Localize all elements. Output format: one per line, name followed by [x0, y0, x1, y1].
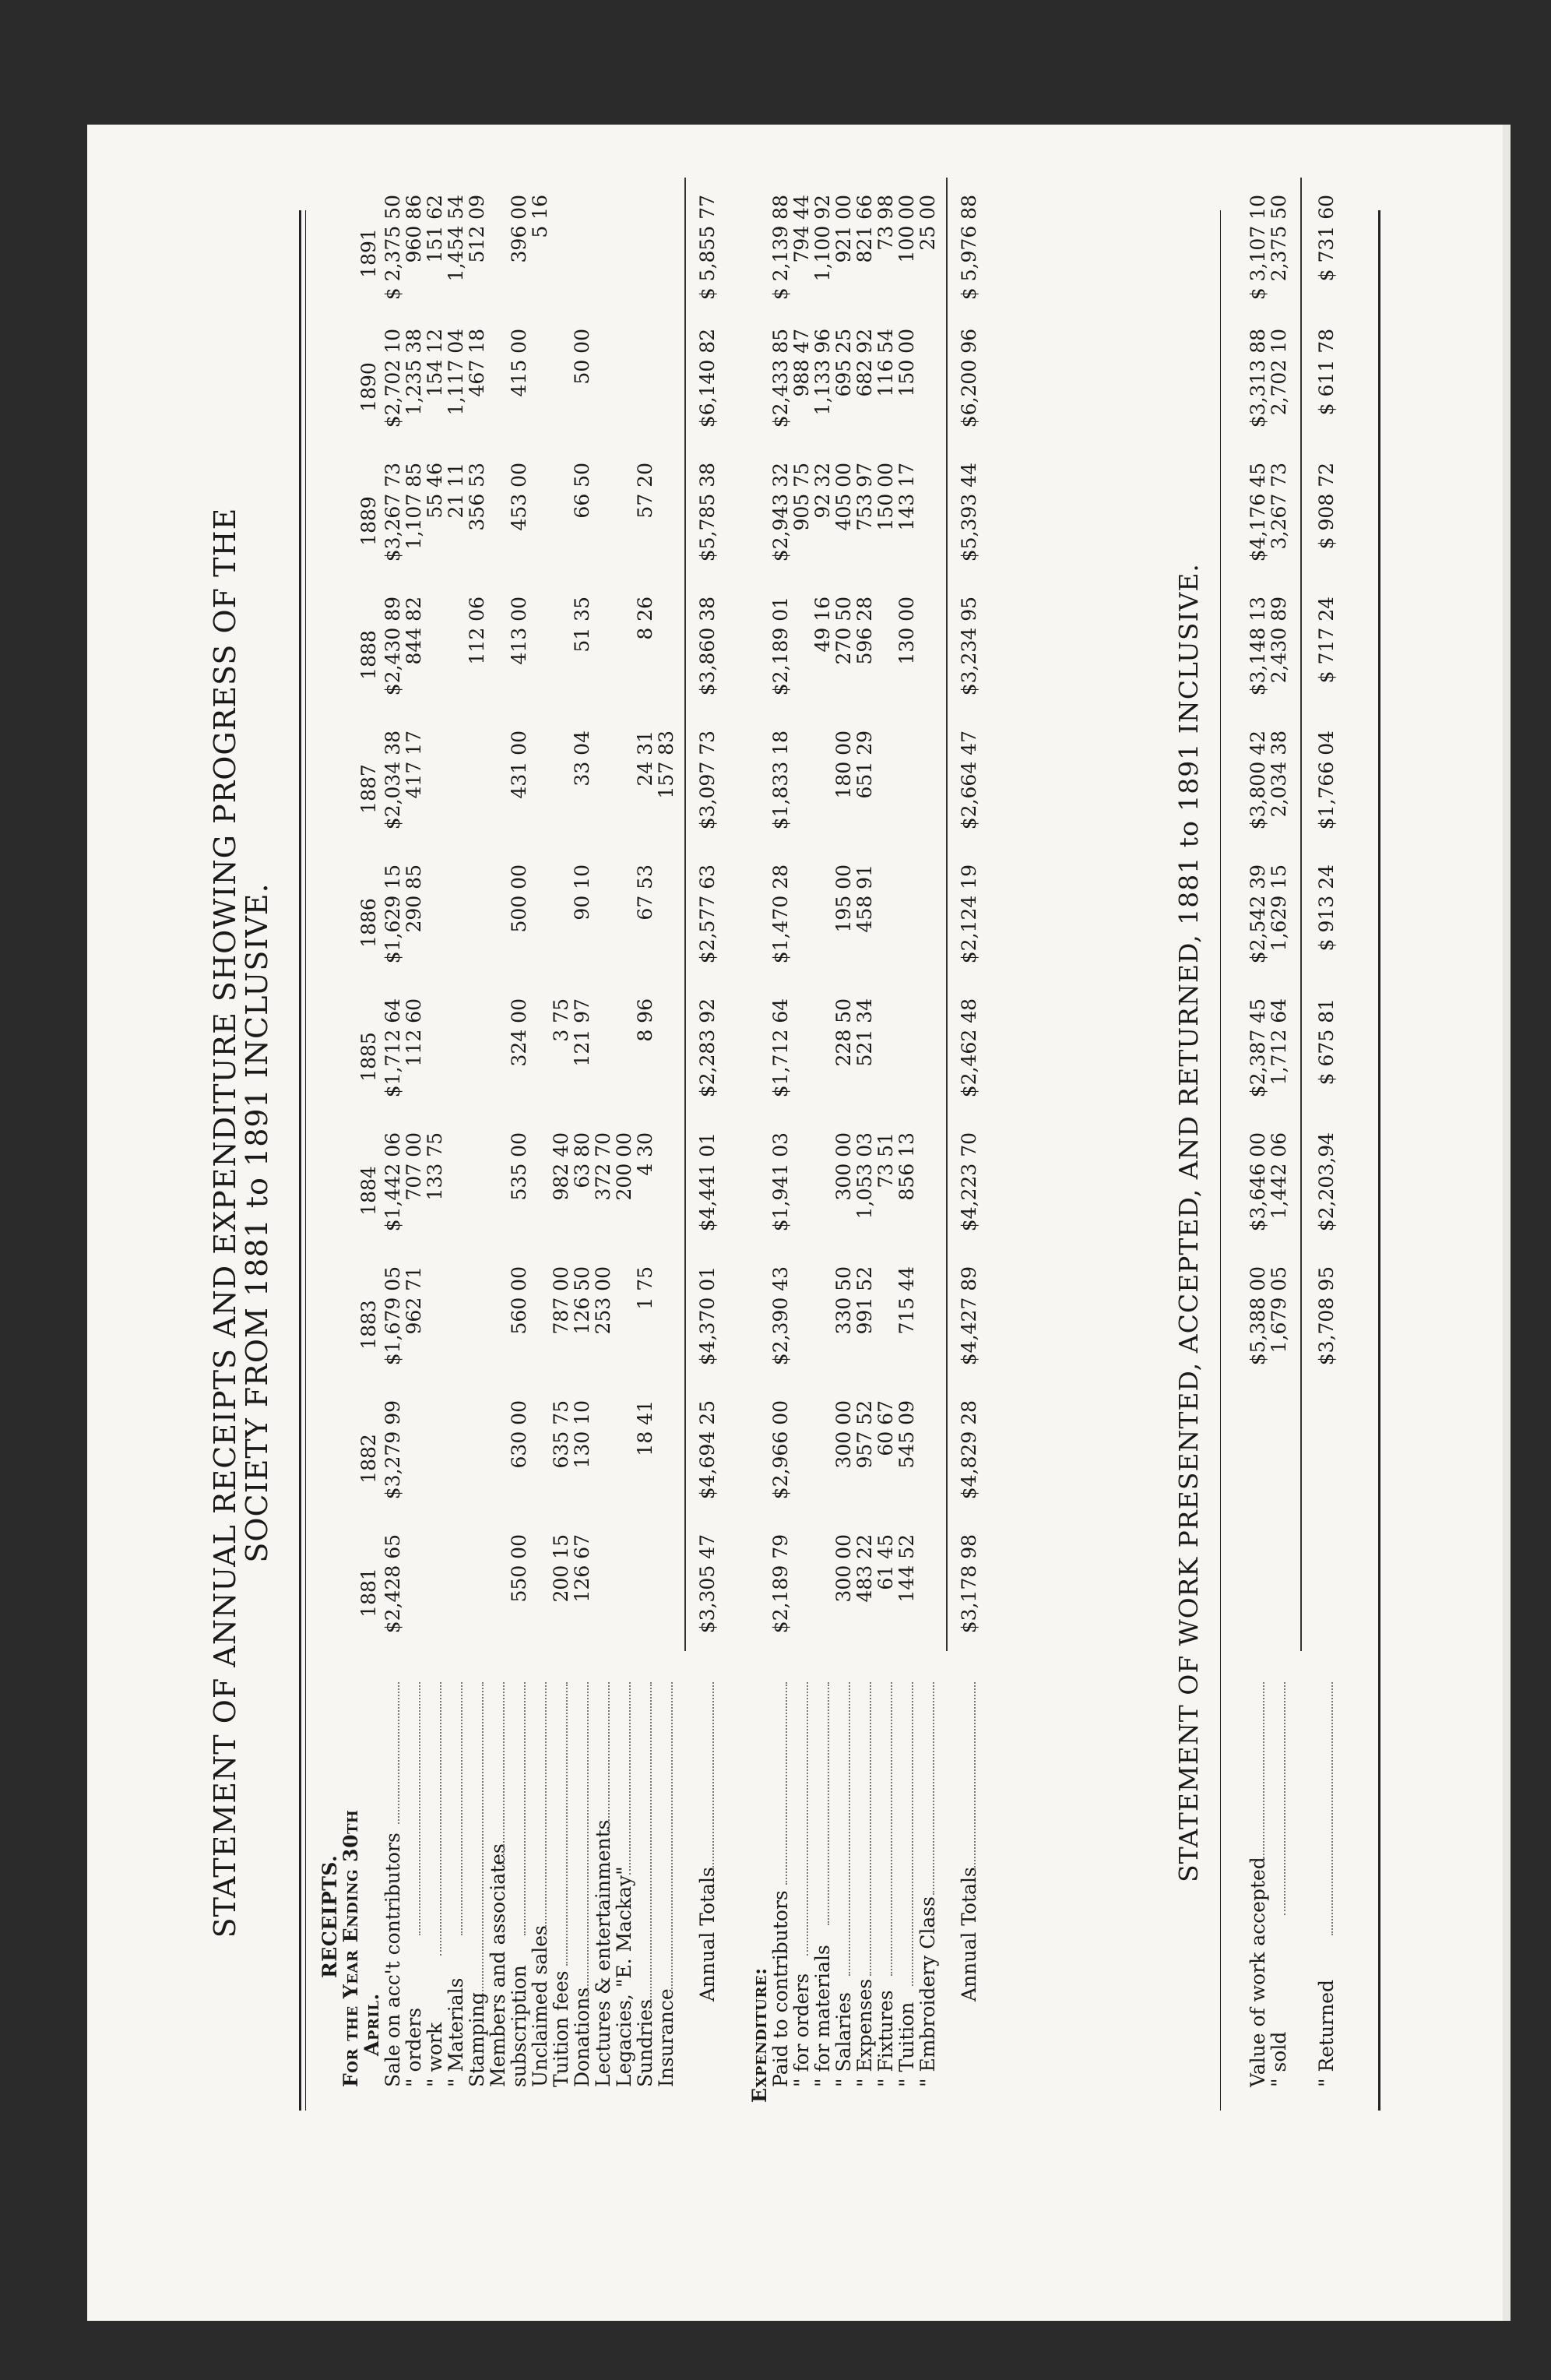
receipts-heading: RECEIPTS.	[318, 1854, 341, 1978]
cell-value: $4,223 70	[958, 1132, 980, 1232]
cell-value: $ 2,375 50	[382, 195, 404, 301]
row-leader	[891, 1682, 892, 1976]
top-rule	[299, 210, 301, 2111]
cell-value: 453 00	[508, 463, 530, 531]
cell-value: $4,441 01	[696, 1132, 719, 1232]
cell-value: 228 50	[832, 998, 855, 1067]
cell-value: 962 71	[403, 1266, 425, 1335]
row-leader	[1284, 1682, 1285, 1915]
cell-value: $3,178 98	[958, 1534, 980, 1634]
row-label: Sale on acc't contributors	[382, 1833, 404, 2087]
cell-value: 63 80	[571, 1132, 593, 1188]
cell-value: 57 20	[634, 463, 656, 519]
cell-value: 844 82	[403, 597, 425, 665]
cell-value: 957 52	[853, 1400, 876, 1469]
cell-value: 431 00	[508, 731, 530, 799]
cell-value: 143 17	[895, 463, 918, 531]
row-leader	[786, 1682, 787, 1885]
row-leader	[482, 1682, 484, 2006]
cell-value: 300 00	[832, 1132, 855, 1201]
cell-value: 126 67	[571, 1534, 593, 1603]
cell-value: 413 00	[508, 597, 530, 665]
year-header: 1883	[357, 1300, 380, 1350]
totals-label: Annual Totals	[958, 1867, 980, 2002]
cell-value: 500 00	[508, 864, 530, 933]
row-leader	[461, 1682, 462, 1935]
cell-value: 535 00	[508, 1132, 530, 1201]
top-rule-inner	[305, 210, 306, 2111]
cell-value: 988 47	[790, 329, 813, 397]
cell-value: 2,430 89	[1268, 597, 1290, 684]
cell-value: $1,833 18	[769, 731, 792, 830]
cell-value: $4,370 01	[696, 1266, 719, 1366]
row-leader	[849, 1682, 850, 1976]
cell-value: 458 91	[853, 864, 876, 933]
cell-value: 200 00	[613, 1132, 635, 1201]
cell-value: $2,203,94	[1315, 1132, 1338, 1232]
row-label: subscription	[508, 1965, 530, 2087]
cell-value: 61 45	[874, 1534, 897, 1590]
row-leader	[545, 1682, 547, 1935]
cell-value: $4,176 45	[1247, 463, 1269, 562]
row-label: " Expenses	[853, 1978, 876, 2087]
cell-value: 821 66	[853, 195, 876, 263]
cell-value: 18 41	[634, 1400, 656, 1456]
row-label: Paid to contributors	[769, 1890, 792, 2087]
row-leader	[1331, 1682, 1333, 1935]
row-leader	[671, 1682, 673, 1996]
cell-value: 1,712 64	[1268, 998, 1290, 1086]
cell-value: 8 96	[634, 998, 656, 1042]
row-label: " orders	[403, 2007, 425, 2087]
cell-value: 415 00	[508, 329, 530, 397]
cell-value: $2,433 85	[769, 329, 792, 428]
cell-value: 2,702 10	[1268, 329, 1290, 416]
row-leader	[608, 1682, 610, 1834]
cell-value: $3,800 42	[1247, 731, 1269, 830]
cell-value: $2,283 92	[696, 998, 719, 1098]
cell-value: 1,107 85	[403, 463, 425, 550]
cell-value: $5,388 00	[1247, 1266, 1269, 1366]
cell-value: 982 40	[550, 1132, 572, 1201]
row-leader	[807, 1682, 808, 1956]
cell-value: $6,200 96	[958, 329, 980, 428]
cell-value: 753 97	[853, 463, 876, 531]
cell-value: 630 00	[508, 1400, 530, 1469]
row-label: " Tuition	[895, 2002, 918, 2087]
year-heading-april: April.	[360, 1993, 383, 2056]
row-label: " Embroidery Class	[916, 1896, 939, 2087]
cell-value: $3,646 00	[1247, 1132, 1269, 1232]
cell-value: 512 09	[466, 195, 488, 263]
row-label: Value of work accepted	[1247, 1857, 1269, 2087]
row-leader	[828, 1682, 829, 1925]
cell-value: $ 908 72	[1315, 463, 1338, 550]
year-header: 1889	[357, 496, 380, 546]
cell-value: $4,829 28	[958, 1400, 980, 1500]
cell-value: 73 98	[874, 195, 897, 251]
cell-value: $3,148 13	[1247, 597, 1269, 696]
cell-value: $3,279 99	[382, 1400, 404, 1500]
row-label: " Salaries	[832, 1992, 855, 2087]
cell-value: $3,305 47	[696, 1534, 719, 1634]
cell-value: 60 67	[874, 1400, 897, 1456]
cell-value: 991 52	[853, 1266, 876, 1335]
cell-value: $2,430 89	[382, 597, 404, 696]
cell-value: $3,234 95	[958, 597, 980, 696]
cell-value: 130 10	[571, 1400, 593, 1469]
cell-value: 467 18	[466, 329, 488, 397]
row-label: Sundries	[634, 1999, 656, 2087]
year-header: 1887	[357, 764, 380, 814]
row-label: " Fixtures	[874, 1990, 897, 2087]
cell-value: 100 00	[895, 195, 918, 263]
cell-value: 330 50	[832, 1266, 855, 1335]
row-leader	[650, 1682, 652, 2006]
row-leader	[587, 1682, 589, 1996]
cell-value: $ 5,855 77	[696, 195, 719, 301]
row-label: Tuition fees	[550, 1970, 572, 2087]
cell-value: 1,679 05	[1268, 1266, 1290, 1354]
bottom-rule	[1378, 210, 1380, 2111]
cell-value: $ 611 78	[1315, 329, 1338, 416]
cell-value: 33 04	[571, 731, 593, 787]
subtotal-rule	[1300, 178, 1302, 1651]
cell-value: $2,664 47	[958, 731, 980, 830]
cell-value: 200 15	[550, 1534, 572, 1603]
row-leader	[524, 1682, 526, 1935]
cell-value: $2,702 10	[382, 329, 404, 428]
cell-value: 560 00	[508, 1266, 530, 1335]
cell-value: 960 86	[403, 195, 425, 263]
cell-value: $2,462 48	[958, 998, 980, 1098]
cell-value: 905 75	[790, 463, 813, 531]
cell-value: 253 00	[592, 1266, 614, 1335]
cell-value: 550 00	[508, 1534, 530, 1603]
cell-value: 126 50	[571, 1266, 593, 1335]
cell-value: $1,629 15	[382, 864, 404, 964]
cell-value: 290 85	[403, 864, 425, 933]
cell-value: 51 35	[571, 597, 593, 653]
cell-value: $1,712 64	[769, 998, 792, 1098]
cell-value: $1,470 28	[769, 864, 792, 964]
cell-value: $2,428 65	[382, 1534, 404, 1634]
row-leader	[870, 1682, 871, 1976]
cell-value: 921 00	[832, 195, 855, 263]
cell-value: $1,941 03	[769, 1132, 792, 1232]
cell-value: 521 34	[853, 998, 876, 1067]
cell-value: 3,267 73	[1268, 463, 1290, 550]
cell-value: 324 00	[508, 998, 530, 1067]
cell-value: 8 26	[634, 597, 656, 640]
cell-value: $2,390 43	[769, 1266, 792, 1366]
cell-value: 67 53	[634, 864, 656, 921]
cell-value: 116 54	[874, 329, 897, 397]
row-label: Stamping	[466, 1992, 488, 2087]
cell-value: 2,375 50	[1268, 195, 1290, 282]
cell-value: $3,097 73	[696, 731, 719, 830]
row-leader	[933, 1682, 934, 1895]
cell-value: $2,387 45	[1247, 998, 1269, 1098]
row-label: Lectures & entertainments	[592, 1819, 614, 2087]
cell-value: $2,577 63	[696, 864, 719, 964]
cell-value: $2,943 32	[769, 463, 792, 562]
cell-value: 55 46	[424, 463, 446, 519]
title-line-1: STATEMENT OF ANNUAL RECEIPTS AND EXPENDITURE SHOWING PROGRESS OF THE	[208, 507, 242, 1938]
cell-value: $6,140 82	[696, 329, 719, 428]
cell-value: $ 731 60	[1315, 195, 1338, 282]
cell-value: 4 30	[634, 1132, 656, 1176]
scanned-page	[87, 125, 1503, 2321]
year-header: 1884	[357, 1166, 380, 1216]
cell-value: 682 92	[853, 329, 876, 397]
cell-value: 112 60	[403, 998, 425, 1067]
row-leader	[503, 1682, 505, 1864]
row-leader	[912, 1682, 913, 1986]
cell-value: 150 00	[874, 463, 897, 531]
cell-value: 133 75	[424, 1132, 446, 1201]
page-edge	[1503, 125, 1511, 2321]
cell-value: 3 75	[550, 998, 572, 1042]
cell-value: $3,313 88	[1247, 329, 1269, 428]
cell-value: $ 675 81	[1315, 998, 1338, 1086]
cell-value: $3,860 38	[696, 597, 719, 696]
cell-value: 195 00	[832, 864, 855, 933]
subtotal-rule	[946, 178, 948, 1651]
row-leader	[629, 1682, 631, 1875]
cell-value: 396 00	[508, 195, 530, 263]
year-header: 1890	[357, 362, 380, 412]
cell-value: 2,034 38	[1268, 731, 1290, 818]
cell-value: 635 75	[550, 1400, 572, 1469]
cell-value: 300 00	[832, 1534, 855, 1603]
cell-value: 151 62	[424, 195, 446, 263]
cell-value: 856 13	[895, 1132, 918, 1201]
cell-value: $4,694 25	[696, 1400, 719, 1500]
cell-value: $5,393 44	[958, 463, 980, 562]
cell-value: $2,034 38	[382, 731, 404, 830]
year-header: 1891	[357, 228, 380, 278]
cell-value: 596 28	[853, 597, 876, 665]
rotated-content	[87, 125, 1503, 2321]
row-leader	[974, 1682, 976, 1870]
year-header: 1881	[357, 1568, 380, 1618]
row-label: " for materials	[811, 1945, 834, 2087]
year-heading: For the Year Ending 30th	[339, 1809, 362, 2087]
cell-value: 180 00	[832, 731, 855, 799]
cell-value: 92 32	[811, 463, 834, 519]
cell-value: 545 09	[895, 1400, 918, 1469]
cell-value: $2,542 39	[1247, 864, 1269, 964]
cell-value: 417 17	[403, 731, 425, 799]
row-label: " Returned	[1315, 1979, 1338, 2087]
cell-value: 1,629 15	[1268, 864, 1290, 952]
cell-value: $2,124 19	[958, 864, 980, 964]
cell-value: 695 25	[832, 329, 855, 397]
cell-value: 1,235 38	[403, 329, 425, 416]
cell-value: 66 50	[571, 463, 593, 519]
year-header: 1888	[357, 630, 380, 680]
cell-value: 157 83	[655, 731, 677, 799]
cell-value: 144 52	[895, 1534, 918, 1603]
cell-value: $2,189 01	[769, 597, 792, 696]
cell-value: $1,679 05	[382, 1266, 404, 1366]
cell-value: 130 00	[895, 597, 918, 665]
cell-value: $ 5,976 88	[958, 195, 980, 301]
cell-value: $1,712 64	[382, 998, 404, 1098]
cell-value: 787 00	[550, 1266, 572, 1335]
expenditure-heading: Expenditure:	[748, 1967, 771, 2103]
totals-label: Annual Totals	[696, 1867, 719, 2002]
cell-value: $2,189 79	[769, 1534, 792, 1634]
cell-value: $3,267 73	[382, 463, 404, 562]
cell-value: 794 44	[790, 195, 813, 263]
year-header: 1882	[357, 1434, 380, 1484]
cell-value: 707 00	[403, 1132, 425, 1201]
cell-value: 1,117 04	[445, 329, 467, 416]
cell-value: $5,785 38	[696, 463, 719, 562]
cell-value: 50 00	[571, 329, 593, 385]
cell-value: 73 51	[874, 1132, 897, 1188]
cell-value: $2,966 00	[769, 1400, 792, 1500]
row-leader	[1263, 1682, 1264, 1864]
cell-value: 372 70	[592, 1132, 614, 1201]
row-label: " Materials	[445, 1977, 467, 2087]
year-header: 1885	[357, 1032, 380, 1082]
cell-value: $ 717 24	[1315, 597, 1338, 684]
row-leader	[712, 1682, 714, 1870]
cell-value: 1,454 54	[445, 195, 467, 282]
cell-value: 112 06	[466, 597, 488, 665]
work-statement-heading: STATEMENT OF WORK PRESENTED, ACCEPTED, AND RETURNED, 1881 to 1891 INCLUSIVE.	[1173, 563, 1204, 1882]
cell-value: 651 29	[853, 731, 876, 799]
cell-value: 154 12	[424, 329, 446, 397]
subtotal-rule	[684, 178, 686, 1651]
cell-value: 483 22	[853, 1534, 876, 1603]
cell-value: 300 00	[832, 1400, 855, 1469]
cell-value: 21 11	[445, 463, 467, 519]
cell-value: 270 50	[832, 597, 855, 665]
cell-value: 356 53	[466, 463, 488, 531]
row-leader	[398, 1682, 399, 1824]
row-label: Members and associates	[487, 1843, 509, 2087]
cell-value: 1,100 92	[811, 195, 834, 282]
cell-value: 5 16	[529, 195, 551, 238]
cell-value: 405 00	[832, 463, 855, 531]
cell-value: $ 913 24	[1315, 864, 1338, 952]
cell-value: 24 31	[634, 731, 656, 787]
row-label: Legacies, "E. Mackay"	[613, 1866, 635, 2087]
row-label: Unclaimed sales	[529, 1925, 551, 2087]
cell-value: $1,766 04	[1315, 731, 1338, 830]
cell-value: 150 00	[895, 329, 918, 397]
title-line-2: SOCIETY FROM 1881 to 1891 INCLUSIVE.	[240, 882, 274, 1563]
row-label: Insurance	[655, 1988, 677, 2087]
row-label: " for orders	[790, 1973, 813, 2087]
cell-value: 1,133 96	[811, 329, 834, 416]
cell-value: $ 2,139 88	[769, 195, 792, 301]
cell-value: $1,442 06	[382, 1132, 404, 1232]
cell-value: 25 00	[916, 195, 939, 251]
cell-value: 1 75	[634, 1266, 656, 1310]
row-leader	[440, 1682, 441, 1956]
cell-value: 715 44	[895, 1266, 918, 1335]
row-label: " sold	[1268, 2031, 1290, 2087]
cell-value: 49 16	[811, 597, 834, 653]
cell-value: $ 3,107 10	[1247, 195, 1269, 301]
row-label: " work	[424, 2023, 446, 2087]
cell-value: 1,053 03	[853, 1132, 876, 1220]
row-leader	[419, 1682, 420, 1935]
work-rule	[1220, 210, 1221, 2111]
cell-value: $4,427 89	[958, 1266, 980, 1366]
row-leader	[566, 1682, 568, 1966]
cell-value: $3,708 95	[1315, 1266, 1338, 1366]
row-label: Donations	[571, 1987, 593, 2087]
cell-value: 1,442 06	[1268, 1132, 1290, 1220]
cell-value: 90 10	[571, 864, 593, 921]
cell-value: 121 97	[571, 998, 593, 1067]
year-header: 1886	[357, 898, 380, 948]
